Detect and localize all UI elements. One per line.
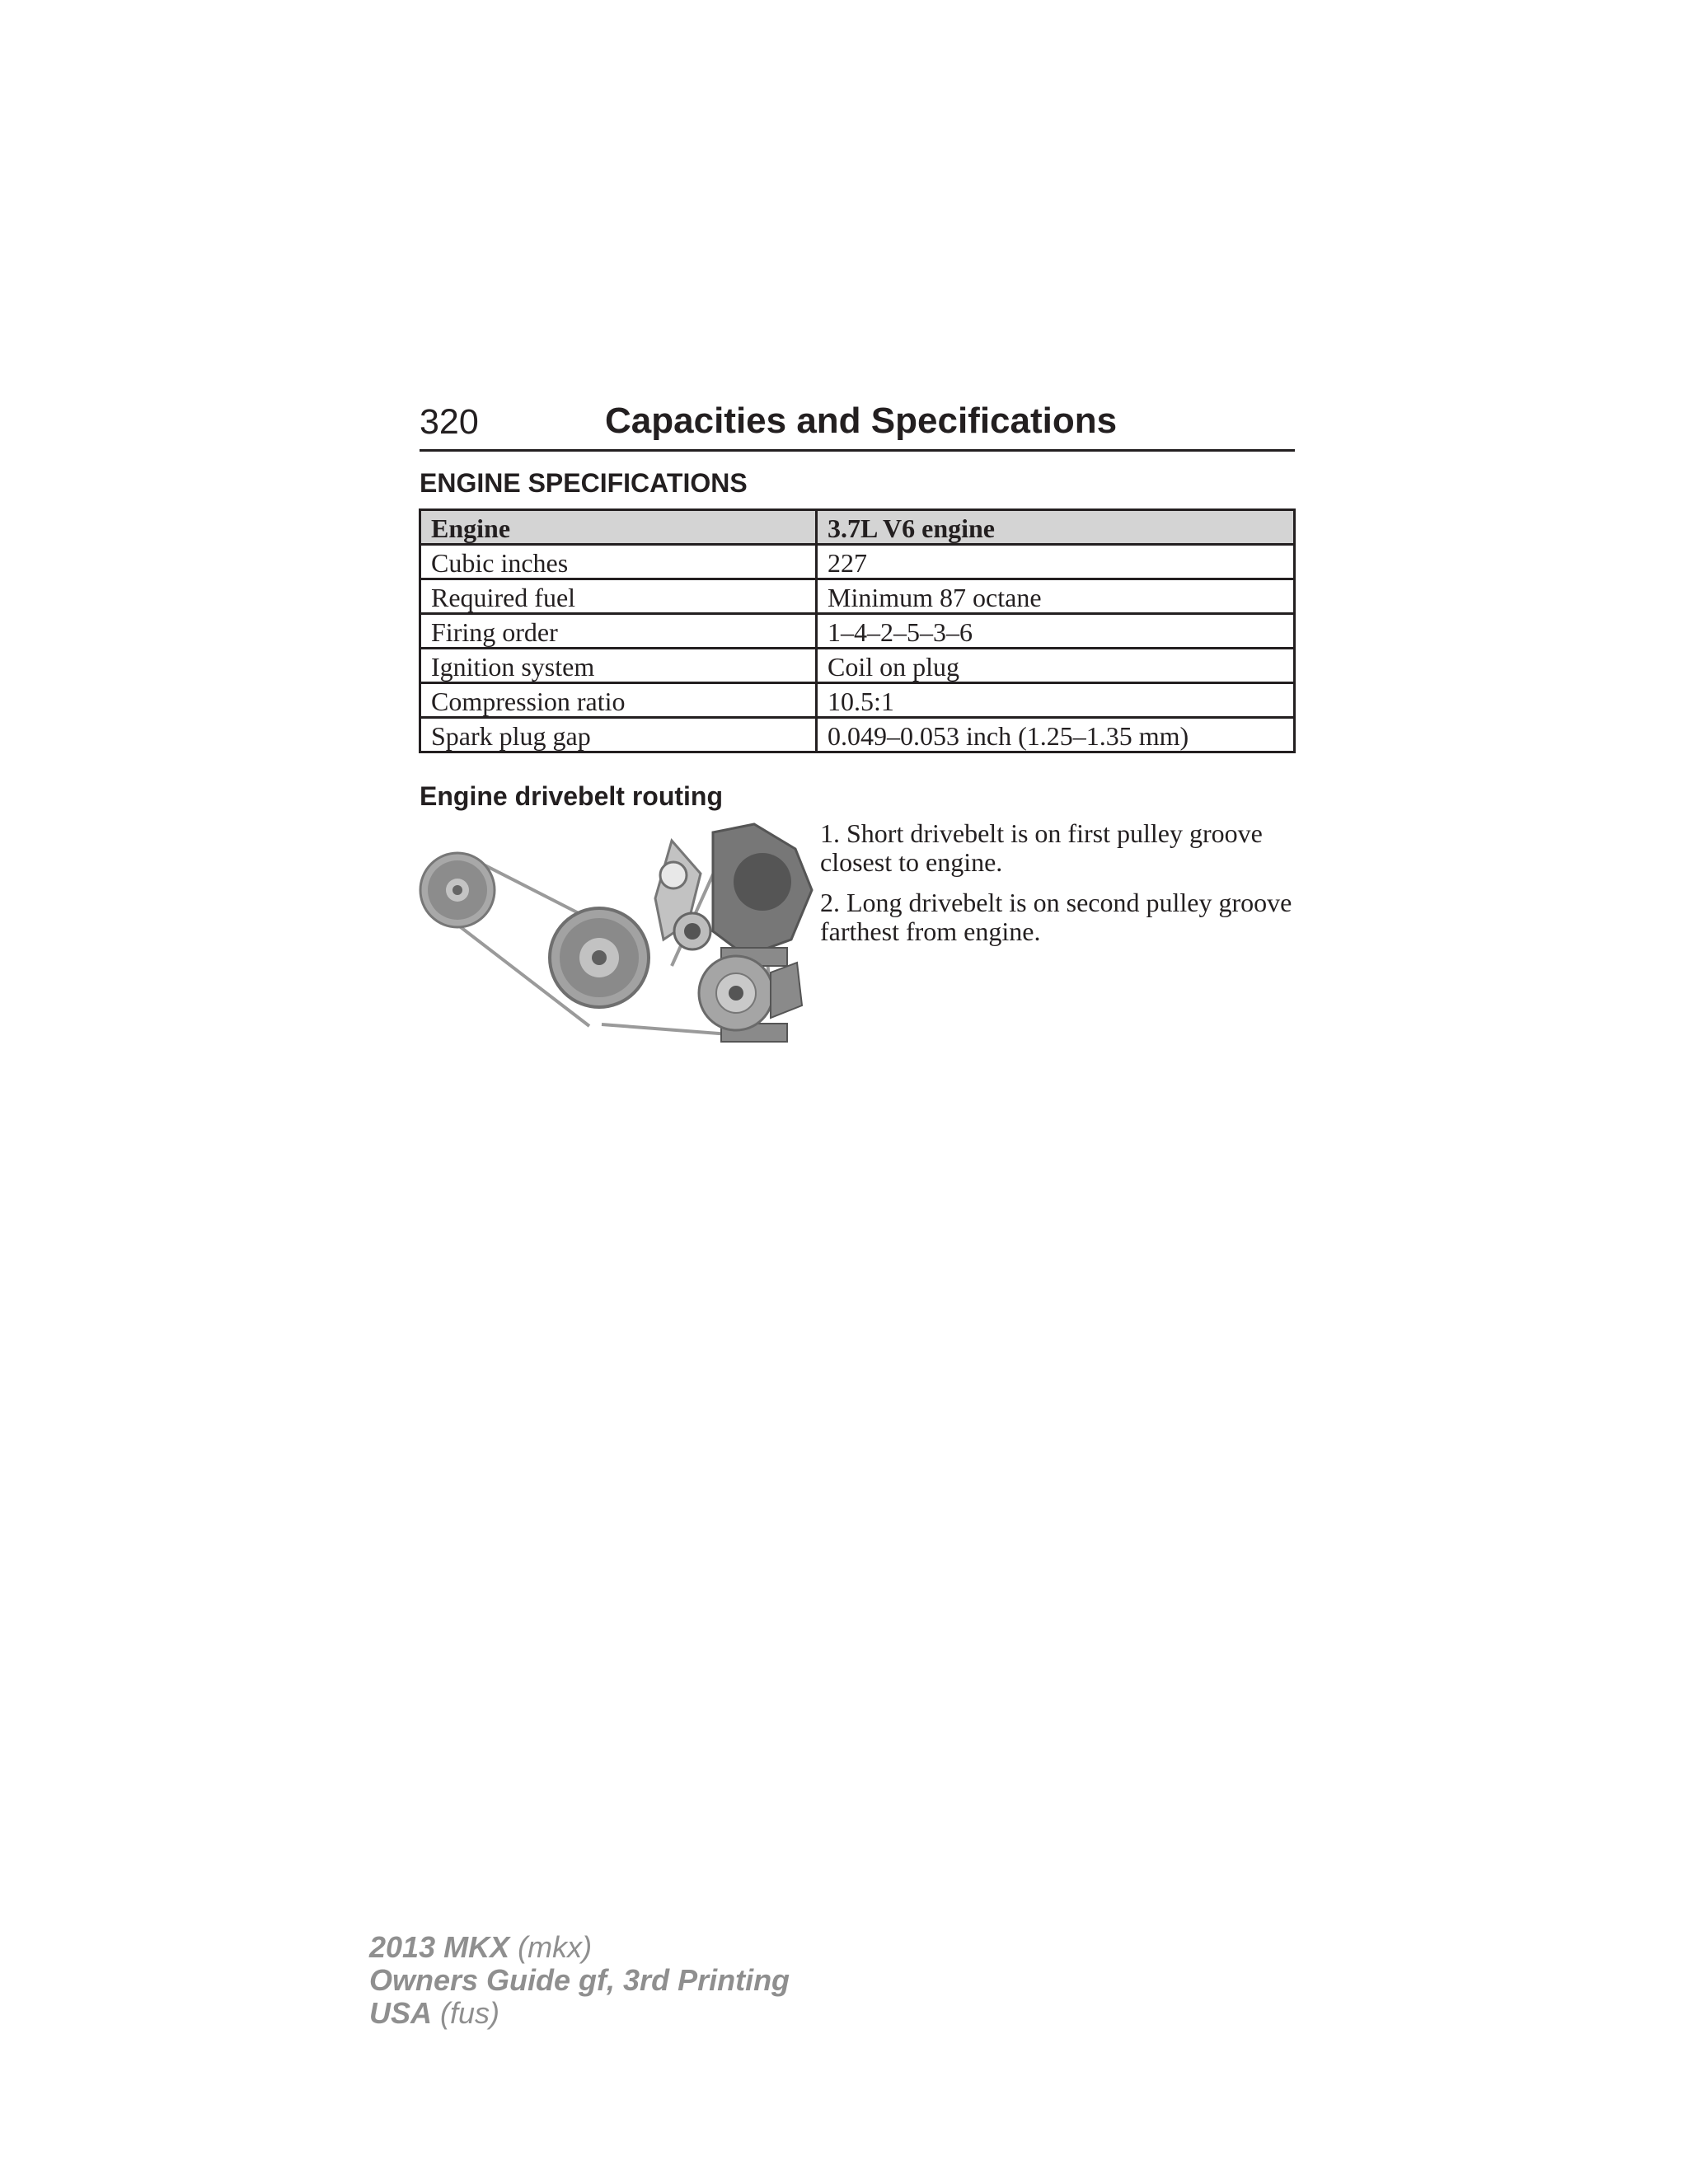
page-title: Capacities and Specifications: [605, 401, 1118, 441]
footer-imprint: [369, 1931, 790, 2030]
table-row: [420, 545, 1295, 579]
table-cell: Coil on plug: [817, 649, 1295, 683]
table-cell: Cubic inches: [420, 545, 817, 579]
table-cell: Minimum 87 octane: [817, 579, 1295, 614]
table-cell: 10.5:1: [817, 683, 1295, 718]
drivebelt-heading: Engine drivebelt routing: [420, 781, 724, 811]
table-header-row: [420, 510, 1295, 545]
engine-spec-table: [419, 509, 1296, 753]
footer-model: 2013 MKX: [369, 1930, 510, 1964]
table-cell: 227: [817, 545, 1295, 579]
drivebelt-notes: [820, 819, 1315, 958]
table-header-cell: 3.7L V6 engine: [817, 510, 1295, 545]
table-row: [420, 683, 1295, 718]
table-cell: Spark plug gap: [420, 718, 817, 752]
table-row: [420, 649, 1295, 683]
table-header-cell: Engine: [420, 510, 817, 545]
footer-model-code: (mkx): [518, 1930, 593, 1964]
footer-line: [369, 1997, 790, 2030]
footer-market: USA: [369, 1996, 433, 2030]
pump-pulley-icon: [713, 824, 812, 956]
footer-market-code: (fus): [440, 1996, 500, 2030]
table-cell: 0.049–0.053 inch (1.25–1.35 mm): [817, 718, 1295, 752]
alternator-icon: [699, 948, 802, 1042]
header-rule: [420, 449, 1295, 452]
table-cell: 1–4–2–5–3–6: [817, 614, 1295, 649]
table-cell: Ignition system: [420, 649, 817, 683]
footer-guide: Owners Guide gf, 3rd Printing: [369, 1963, 790, 1997]
drivebelt-note: 1. Short drivebelt is on first pulley groove closest to engine.: [820, 818, 1263, 877]
table-cell: Compression ratio: [420, 683, 817, 718]
drivebelt-note: 2. Long drivebelt is on second pulley groove farthest from engine.: [820, 888, 1292, 946]
idler-pulley-icon: [420, 853, 495, 927]
table-row: [420, 579, 1295, 614]
footer-line: [369, 1964, 790, 1997]
table-row: [420, 614, 1295, 649]
footer-line: [369, 1931, 790, 1964]
table-row: [420, 718, 1295, 752]
page-number: 320: [420, 402, 479, 442]
table-cell: Firing order: [420, 614, 817, 649]
table-cell: Required fuel: [420, 579, 817, 614]
section-heading: ENGINE SPECIFICATIONS: [420, 468, 748, 498]
drivebelt-routing-diagram: [416, 816, 820, 1047]
crankshaft-pulley-icon: [550, 908, 649, 1007]
